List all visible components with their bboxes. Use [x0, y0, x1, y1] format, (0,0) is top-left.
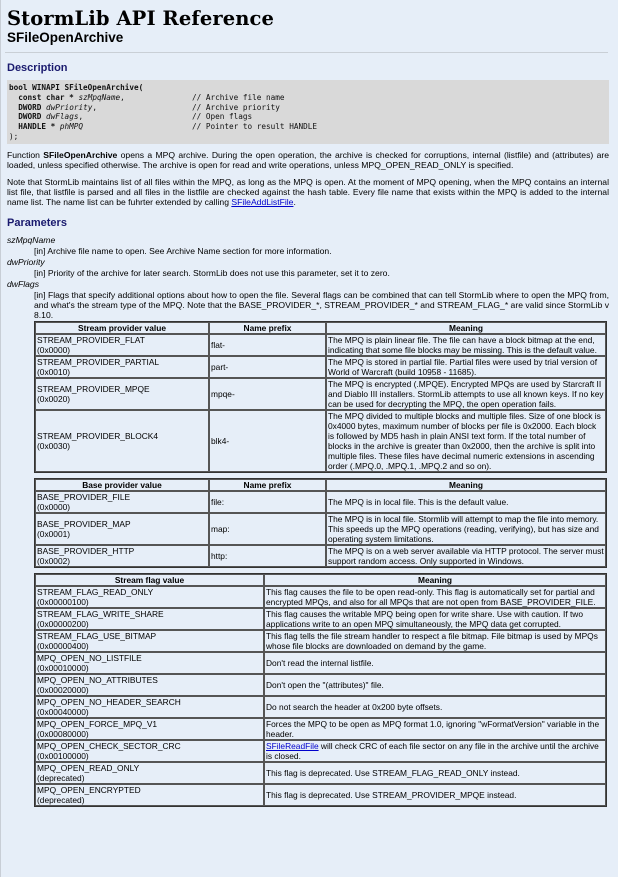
meaning-text: This flag is deprecated. Use STREAM_FLAG_READ_ONLY instead. — [266, 767, 520, 778]
table-row — [35, 674, 606, 696]
param-comment: // Archive priority — [192, 102, 280, 112]
flag-code: (deprecated) — [37, 794, 85, 805]
table-row — [35, 410, 606, 472]
param-identifier: dwFlags — [46, 112, 79, 122]
meaning-cell — [264, 586, 606, 608]
meaning-cell — [264, 740, 606, 762]
meaning-cell — [264, 718, 606, 740]
table-row — [35, 608, 606, 630]
table-row — [35, 762, 606, 784]
table-row — [35, 718, 606, 740]
function-name: SFileOpenArchive — [7, 30, 124, 45]
left-border — [0, 0, 1, 877]
flag-code: (0x00000400) — [37, 640, 89, 651]
param-separator: , — [78, 112, 84, 122]
table-row — [35, 378, 606, 410]
param-desc: [in] Flags that specify additional options about how to open the file. Several flags can be combined that can tell StormLib where to open the MPQ from, and what's the stream type of the MPQ. Note that the BASE_PROVIDER_*, STREAM_PROVIDER_* and STREAM_FLAG_* are valid since StormLib v 8.10. — [34, 289, 609, 320]
name-prefix-cell: blk4- — [209, 410, 326, 472]
meaning-cell: The MPQ is in local file. This is the default value. — [326, 491, 606, 513]
name-prefix-cell: map: — [209, 513, 326, 545]
signature-param-line — [9, 122, 607, 132]
column-header: Name prefix — [209, 322, 326, 334]
table-body — [35, 334, 606, 472]
param-comment: // Archive file name — [192, 92, 285, 102]
param-comment: // Open flags — [192, 112, 253, 122]
name-prefix-cell: part- — [209, 356, 326, 378]
table-row — [35, 784, 606, 806]
flag-code: (0x0020) — [37, 393, 71, 404]
table-row — [35, 586, 606, 608]
table-row — [35, 491, 606, 513]
signature-param-line — [9, 103, 607, 113]
flag-value-cell — [35, 545, 209, 567]
flag-name: STREAM_FLAG_WRITE_SHARE — [37, 608, 164, 619]
para-text: Note that StormLib maintains list of all files within the MPQ, as long as the MPQ is open. At the moment of MPQ opening, when the MPQ contains an internal list file, that listfile is parsed and all files in the listfile are checked against the hash table. Every file name that exists within the MPQ is added to the internal name list. The name list can be fuhrter extended by calling — [7, 176, 609, 207]
name-prefix-cell: file: — [209, 491, 326, 513]
flag-value-cell — [35, 410, 209, 472]
flag-value-cell — [35, 674, 264, 696]
meaning-cell — [264, 652, 606, 674]
flag-code: (deprecated) — [37, 772, 85, 783]
flag-code: (0x00000200) — [37, 618, 89, 629]
para-text: opens a MPQ archive. During the open operation, the archive is checked for corruptions, internal (listfile) and (attributes) are loaded, unless specified otherwise. The archive is open for read and write operations, unless MPQ_OPEN_READ_ONLY is specified. — [7, 149, 609, 170]
column-header: Base provider value — [35, 479, 209, 491]
param-comment: // Pointer to result HANDLE — [192, 122, 317, 132]
flag-name: BASE_PROVIDER_MAP — [37, 518, 131, 529]
column-header: Stream provider value — [35, 322, 209, 334]
flag-value-cell — [35, 784, 264, 806]
flag-name: BASE_PROVIDER_HTTP — [37, 545, 135, 556]
param-name: szMpqName — [7, 234, 56, 245]
flag-value-cell — [35, 762, 264, 784]
meaning-text: Forces the MPQ to be open as MPQ format 1.0, ignoring "wFormatVersion" variable in the header. — [266, 718, 600, 739]
param-type: HANDLE * — [18, 122, 60, 132]
meaning-cell: The MPQ is plain linear file. The file can have a block bitmap at the end, indicating that some file blocks may be missing. This is the default value. — [326, 334, 606, 356]
param-separator: , — [92, 102, 97, 112]
param-name: dwFlags — [7, 278, 39, 289]
name-prefix-cell: http: — [209, 545, 326, 567]
meaning-text: Don't read the internal listfile. — [266, 657, 374, 668]
table-row — [35, 356, 606, 378]
table-row — [35, 652, 606, 674]
meaning-cell: The MPQ is on a web server available via HTTP protocol. The server must support random access. Only supported in Windows. — [326, 545, 606, 567]
meaning-text: This flag causes the file to be open read-only. This flag is automatically set for partial and encrypted MPQs, and also for all MPQs that are not open from BASE_PROVIDER_FILE. — [266, 586, 596, 607]
flag-name: MPQ_OPEN_CHECK_SECTOR_CRC — [37, 740, 181, 751]
flag-name: BASE_PROVIDER_FILE — [37, 491, 131, 502]
flag-name: STREAM_PROVIDER_MPQE — [37, 383, 150, 394]
table-header-row — [35, 322, 606, 334]
param-type: const char * — [18, 92, 79, 102]
parameters-heading: Parameters — [7, 216, 67, 229]
flag-code: (0x0000) — [37, 344, 71, 355]
param-identifier: szMpqName — [78, 92, 121, 102]
meaning-text: This flag causes the writable MPQ being open for write share. Use with caution. If two applications write to an open MPQ simultaneously, the MPQ data get corrupted. — [266, 608, 584, 629]
param-type: DWORD — [18, 102, 47, 112]
param-identifier: dwPriority — [46, 102, 93, 112]
param-type: DWORD — [18, 112, 47, 122]
table-row — [35, 630, 606, 652]
sfilereadfile-link[interactable]: SFileReadFile — [266, 740, 319, 751]
flag-value-cell — [35, 608, 264, 630]
meaning-cell — [264, 630, 606, 652]
signature-param-line — [9, 93, 607, 103]
meaning-cell: The MPQ is stored in partial file. Partial files were used by trial version of World of Warcraft (build 10958 - 11685). — [326, 356, 606, 378]
flag-name: MPQ_OPEN_NO_HEADER_SEARCH — [37, 696, 181, 707]
flag-code: (0x0010) — [37, 366, 71, 377]
parameters-list — [7, 235, 612, 320]
table-row — [35, 334, 606, 356]
flag-code: (0x0000) — [37, 501, 71, 512]
flag-name: STREAM_FLAG_USE_BITMAP — [37, 630, 157, 641]
signature-param-line — [9, 112, 607, 122]
flag-value-cell — [35, 513, 209, 545]
signature-params — [9, 93, 607, 132]
description-paragraph-1 — [7, 150, 612, 170]
table-row — [35, 740, 606, 762]
flag-code: (0x0002) — [37, 555, 71, 566]
flag-name: MPQ_OPEN_FORCE_MPQ_V1 — [37, 718, 158, 729]
flag-value-cell — [35, 740, 264, 762]
signature-close: ); — [9, 131, 19, 141]
flag-name: STREAM_PROVIDER_BLOCK4 — [37, 430, 159, 441]
flag-code: (0x00020000) — [37, 684, 89, 695]
flag-value-cell — [35, 652, 264, 674]
flag-value-cell — [35, 356, 209, 378]
flag-name: STREAM_PROVIDER_FLAT — [37, 334, 145, 345]
meaning-text: Don't open the "(attributes)" file. — [266, 679, 384, 690]
flag-code: (0x00000100) — [37, 596, 89, 607]
signature-line — [9, 83, 607, 93]
function-name-bold: SFileOpenArchive — [43, 149, 118, 160]
flag-name: MPQ_OPEN_ENCRYPTED — [37, 784, 141, 795]
column-header: Meaning — [264, 574, 606, 586]
para-text: . — [293, 196, 296, 207]
column-header: Meaning — [326, 322, 606, 334]
sfileaddlistfile-link[interactable]: SFileAddListFile — [231, 196, 294, 207]
param-desc-flags — [7, 290, 612, 320]
flag-name: MPQ_OPEN_NO_ATTRIBUTES — [37, 674, 158, 685]
divider — [5, 52, 608, 53]
description-paragraph-2 — [7, 177, 612, 207]
column-header: Stream flag value — [35, 574, 264, 586]
flag-name: STREAM_PROVIDER_PARTIAL — [37, 356, 160, 367]
param-identifier: phMPQ — [59, 122, 84, 132]
function-signature — [7, 80, 609, 144]
flag-code: (0x00080000) — [37, 728, 89, 739]
flag-name: STREAM_FLAG_READ_ONLY — [37, 586, 154, 597]
flag-code: (0x00040000) — [37, 706, 89, 717]
meaning-text: Do not search the header at 0x200 byte offsets. — [266, 701, 443, 712]
meaning-text: This flag tells the file stream handler to respect a file bitmap. File bitmap is used by MPQs whose file blocks are downloaded on demand by the game. — [266, 630, 598, 651]
meaning-cell — [264, 696, 606, 718]
para-text: Function — [7, 149, 44, 160]
flag-code: (0x0001) — [37, 528, 71, 539]
stream-flag-table — [34, 573, 607, 807]
stream-provider-table — [34, 321, 607, 473]
param-desc: [in] Archive file name to open. See Archive Name section for more information. — [34, 245, 332, 256]
meaning-text: will check CRC of each file sector on any file in the archive until the archive is closed. — [266, 740, 599, 761]
param-name: dwPriority — [7, 256, 45, 267]
flag-value-cell — [35, 334, 209, 356]
table-row — [35, 513, 606, 545]
table-header-row — [35, 574, 606, 586]
meaning-cell: The MPQ is encrypted (.MPQE). Encrypted MPQs are used by Starcraft II and Diablo III installers. StormLib attempts to use all known keys. If no key can be used for decrypting the MPQ, the open operation fails. — [326, 378, 606, 410]
meaning-cell — [264, 608, 606, 630]
flag-value-cell — [35, 378, 209, 410]
param-separator: , — [120, 92, 125, 102]
flag-name: MPQ_OPEN_NO_LISTFILE — [37, 652, 142, 663]
flag-value-cell — [35, 718, 264, 740]
flag-code: (0x0030) — [37, 440, 71, 451]
meaning-cell: The MPQ is in local file. Stormlib will attempt to map the file into memory. This speeds up the MPQ operations (reading, verifying), but has size and operating system limitations. — [326, 513, 606, 545]
table-body — [35, 586, 606, 806]
meaning-cell — [264, 784, 606, 806]
column-header: Name prefix — [209, 479, 326, 491]
flag-value-cell — [35, 491, 209, 513]
meaning-cell: The MPQ divided to multiple blocks and multiple files. Size of one block is 0x4000 bytes, maximum number of blocks per file is 0x2000. Each block is followed by MD5 hash in plain ANSI text form. If the total number of blocks in the archive is greater than 0x2000, then the archive is split into multiple files. These files have decimal numeric extensions in ascending order (.MPQ.0, .MPQ.1, .MPQ.2 and so on). — [326, 410, 606, 472]
table-header-row — [35, 479, 606, 491]
base-provider-table — [34, 478, 607, 568]
meaning-cell — [264, 762, 606, 784]
column-header: Meaning — [326, 479, 606, 491]
page-title: StormLib API Reference — [7, 7, 274, 30]
meaning-cell — [264, 674, 606, 696]
flag-code: (0x00010000) — [37, 662, 89, 673]
name-prefix-cell: flat- — [209, 334, 326, 356]
signature-text: bool WINAPI SFileOpenArchive( — [9, 83, 144, 92]
param-desc: [in] Priority of the archive for later search. StormLib does not use this parameter, set it to zero. — [34, 267, 390, 278]
meaning-text: This flag is deprecated. Use STREAM_PROVIDER_MPQE instead. — [266, 789, 517, 800]
table-body — [35, 491, 606, 567]
flag-name: MPQ_OPEN_READ_ONLY — [37, 762, 140, 773]
flag-value-cell — [35, 696, 264, 718]
description-heading: Description — [7, 62, 68, 74]
flag-code: (0x00100000) — [37, 750, 89, 761]
table-row — [35, 545, 606, 567]
flag-value-cell — [35, 586, 264, 608]
name-prefix-cell: mpqe- — [209, 378, 326, 410]
table-row — [35, 696, 606, 718]
flag-value-cell — [35, 630, 264, 652]
